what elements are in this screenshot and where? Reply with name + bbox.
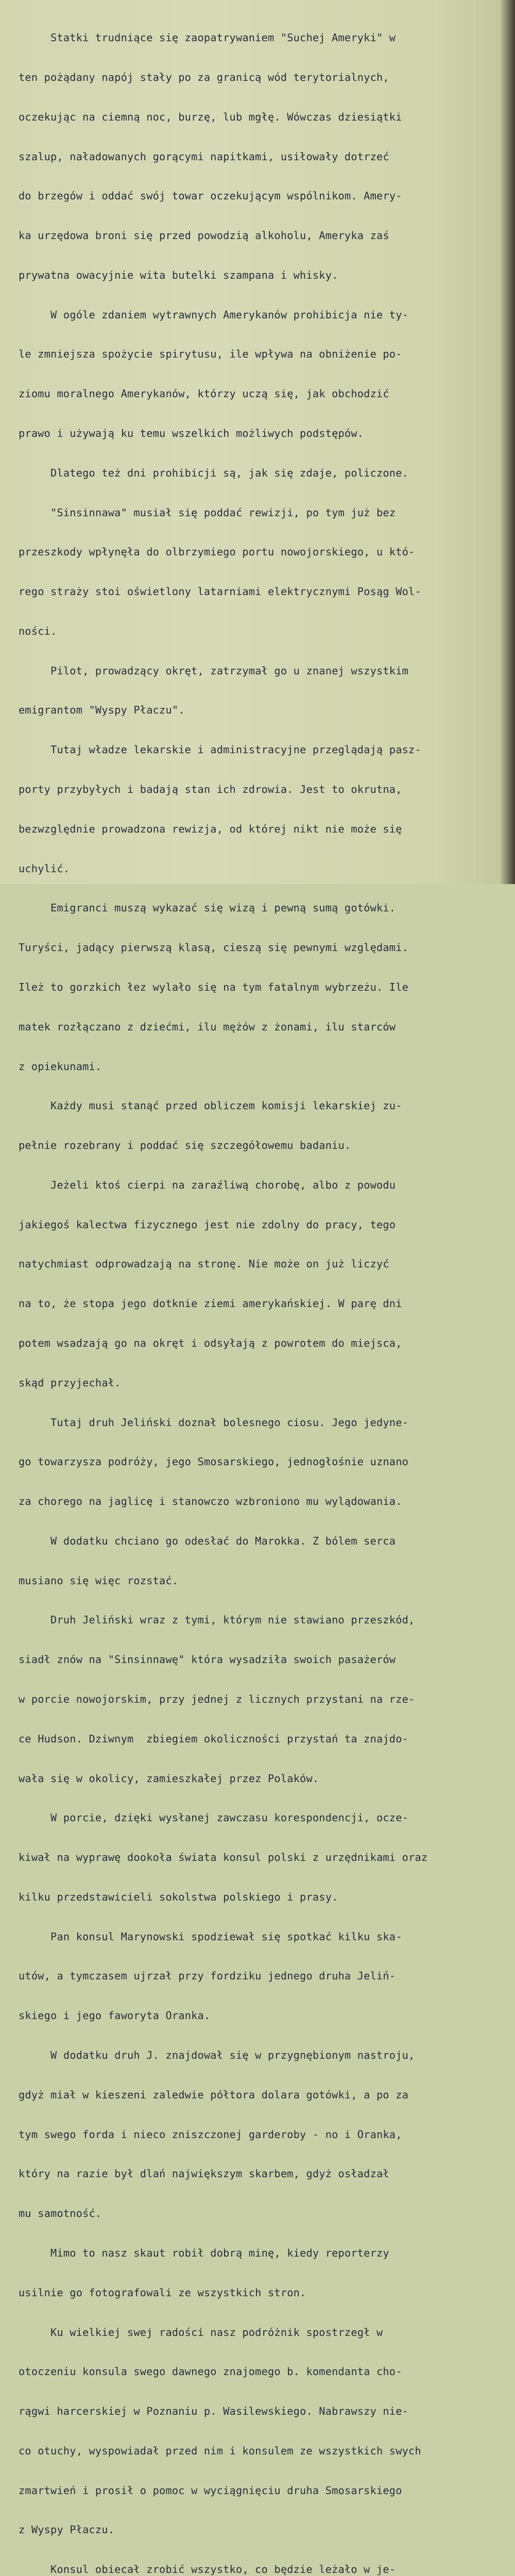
- text-line: oczekując na ciemną noc, burzę, lub mgłę. Wówczas dziesiątki: [19, 110, 402, 123]
- text-line: Ileż to gorzkich łez wylało się na tym fatalnym wybrzeżu. Ile: [19, 980, 409, 993]
- text-line: w porcie nowojorskim, przy jednej z licznych przystani na rze-: [19, 1693, 415, 1705]
- text-line: z opiekunami.: [19, 1060, 102, 1073]
- text-line: Ku wielkiej swej radości nasz podróżnik spostrzegł w: [19, 2326, 383, 2338]
- text-line: ności.: [19, 624, 57, 637]
- text-line: usilnie go fotografowali ze wszystkich stron.: [19, 2286, 306, 2299]
- text-line: gdyż miał w kieszeni zaledwie półtora dolara gotówki, a po za: [19, 2088, 409, 2101]
- page-text: [19, 5, 497, 2576]
- text-line: skiego i jego faworyta Oranka.: [19, 2009, 211, 2022]
- text-line: na to, że stopa jego dotknie ziemi amerykańskiej. W parę dni: [19, 1297, 402, 1310]
- text-line: musiano się więc rozstać.: [19, 1574, 179, 1587]
- text-line: porty przybyłych i badają stan ich zdrowia. Jest to okrutna,: [19, 783, 402, 796]
- text-line: emigrantom "Wyspy Płaczu".: [19, 704, 185, 717]
- text-line: rego straży stoi oświetlony latarniami elektrycznymi Posąg Wol-: [19, 585, 421, 598]
- text-line: skąd przyjechał.: [19, 1376, 121, 1389]
- text-line: Każdy musi stanąć przed obliczem komisji lekarskiej zu-: [19, 1099, 402, 1112]
- text-line: Turyści, jadący pierwszą klasą, cieszą się pewnymi względami.: [19, 941, 409, 954]
- text-line: prawo i używają ku temu wszelkich możliwych podstępów.: [19, 427, 364, 439]
- text-line: Statki trudniące się zaopatrywaniem "Suchej Ameryki" w: [19, 31, 396, 44]
- text-line: W ogóle zdaniem wytrawnych Amerykanów prohibicja nie ty-: [19, 308, 409, 321]
- text-line: kiwał na wyprawę dookoła świata konsul polski z urzędnikami oraz: [19, 1851, 428, 1864]
- text-line: Tutaj władze lekarskie i administracyjne przeglądają pasz-: [19, 743, 421, 756]
- text-line: ziomu moralnego Amerykanów, którzy uczą się, jak obchodzić: [19, 387, 389, 400]
- text-line: mu samotność.: [19, 2207, 102, 2220]
- text-line: Mimo to nasz skaut robił dobrą minę, kiedy reporterzy: [19, 2246, 389, 2259]
- text-line: przeszkody wpłynęła do olbrzymiego portu nowojorskiego, u któ-: [19, 546, 415, 558]
- text-line: Tutaj druh Jeliński doznał bolesnego ciosu. Jego jedyne-: [19, 1416, 409, 1429]
- text-line: zmartwień i prosił o pomoc w wyciągnięciu druha Smosarskiego: [19, 2484, 402, 2497]
- text-line: "Sinsinnawa" musiał się poddać rewizji, po tym już bez: [19, 506, 396, 519]
- text-line: bezwzględnie prowadzona rewizja, od której nikt nie może się: [19, 822, 402, 835]
- text-line: prywatna owacyjnie wita butelki szampana i whisky.: [19, 268, 338, 281]
- text-line: pełnie rozebrany i poddać się szczegółowemu badaniu.: [19, 1139, 351, 1152]
- text-line: z Wyspy Płaczu.: [19, 2523, 115, 2536]
- text-line: jakiegoś kalectwa fizycznego jest nie zdolny do pracy, tego: [19, 1218, 396, 1231]
- text-line: W porcie, dzięki wysłanej zawczasu korespondencji, ocze-: [19, 1811, 409, 1824]
- text-line: Emigranci muszą wykazać się wizą i pewną sumą gotówki.: [19, 902, 396, 914]
- text-line: potem wsadzają go na okręt i odsyłają z powrotem do miejsca,: [19, 1336, 402, 1349]
- text-line: tym swego forda i nieco zniszczonej garderoby - no i Oranka,: [19, 2128, 402, 2141]
- text-line: siadł znów na "Sinsinnawę" która wysadziła swoich pasażerów: [19, 1653, 396, 1666]
- text-line: Pan konsul Marynowski spodziewał się spotkać kilku ska-: [19, 1930, 402, 1943]
- text-line: W dodatku chciano go odesłać do Marokka. Z bólem serca: [19, 1534, 396, 1547]
- text-line: kilku przedstawicieli sokolstwa polskiego i prasy.: [19, 1890, 338, 1903]
- text-line: ka urzędowa broni się przed powodzią alkoholu, Ameryka zaś: [19, 229, 389, 242]
- text-line: do brzegów i oddać swój towar oczekującym wspólnikom. Amery-: [19, 190, 402, 202]
- text-line: rągwi harcerskiej w Poznaniu p. Wasilewskiego. Nabrawszy nie-: [19, 2405, 409, 2418]
- text-line: Dlatego też dni prohibicji są, jak się zdaje, policzone.: [19, 466, 409, 479]
- text-line: matek rozłączano z dziećmi, ilu mężów z żonami, ilu starców: [19, 1020, 396, 1033]
- text-line: Jeżeli ktoś cierpi na zaraźliwą chorobę, albo z powodu: [19, 1178, 396, 1191]
- text-line: ten pożądany napój stały po za granicą wód terytorialnych,: [19, 71, 389, 83]
- text-line: wała się w okolicy, zamieszkałej przez Polaków.: [19, 1772, 319, 1785]
- text-line: W dodatku druh J. znajdował się w przygnębionym nastroju,: [19, 2049, 415, 2062]
- text-line: który na razie był dlań największym skarbem, gdyż osładzał: [19, 2167, 389, 2180]
- text-line: za chorego na jaglicę i stanowczo wzbroniono mu wylądowania.: [19, 1495, 402, 1508]
- text-line: natychmiast odprowadzają na stronę. Nie może on już liczyć: [19, 1258, 389, 1270]
- text-line: ce Hudson. Dziwnym zbiegiem okoliczności przystań ta znajdo-: [19, 1732, 409, 1745]
- text-line: uchylić.: [19, 862, 70, 875]
- text-line: co otuchy, wyspowiadał przed nim i konsulem ze wszystkich swych: [19, 2444, 421, 2457]
- text-line: szalup, naładowanych gorącymi napitkami, usiłowały dotrzeć: [19, 150, 389, 163]
- text-line: utów, a tymczasem ujrzał przy fordziku jednego druha Jeliń-: [19, 1970, 396, 1982]
- text-line: le zmniejsza spożycie spirytusu, ile wpływa na obniżenie po-: [19, 348, 402, 361]
- text-line: go towarzysza podróży, jego Smosarskiego, jednogłośnie uznano: [19, 1455, 409, 1468]
- text-line: Druh Jeliński wraz z tymi, którym nie stawiano przeszkód,: [19, 1614, 415, 1626]
- text-line: otoczeniu konsula swego dawnego znajomego b. komendanta cho-: [19, 2365, 402, 2378]
- text-line: Pilot, prowadzący okręt, zatrzymał go u znanej wszystkim: [19, 664, 409, 677]
- text-line: Konsul obiecał zrobić wszystko, co będzie leżało w je-: [19, 2563, 396, 2576]
